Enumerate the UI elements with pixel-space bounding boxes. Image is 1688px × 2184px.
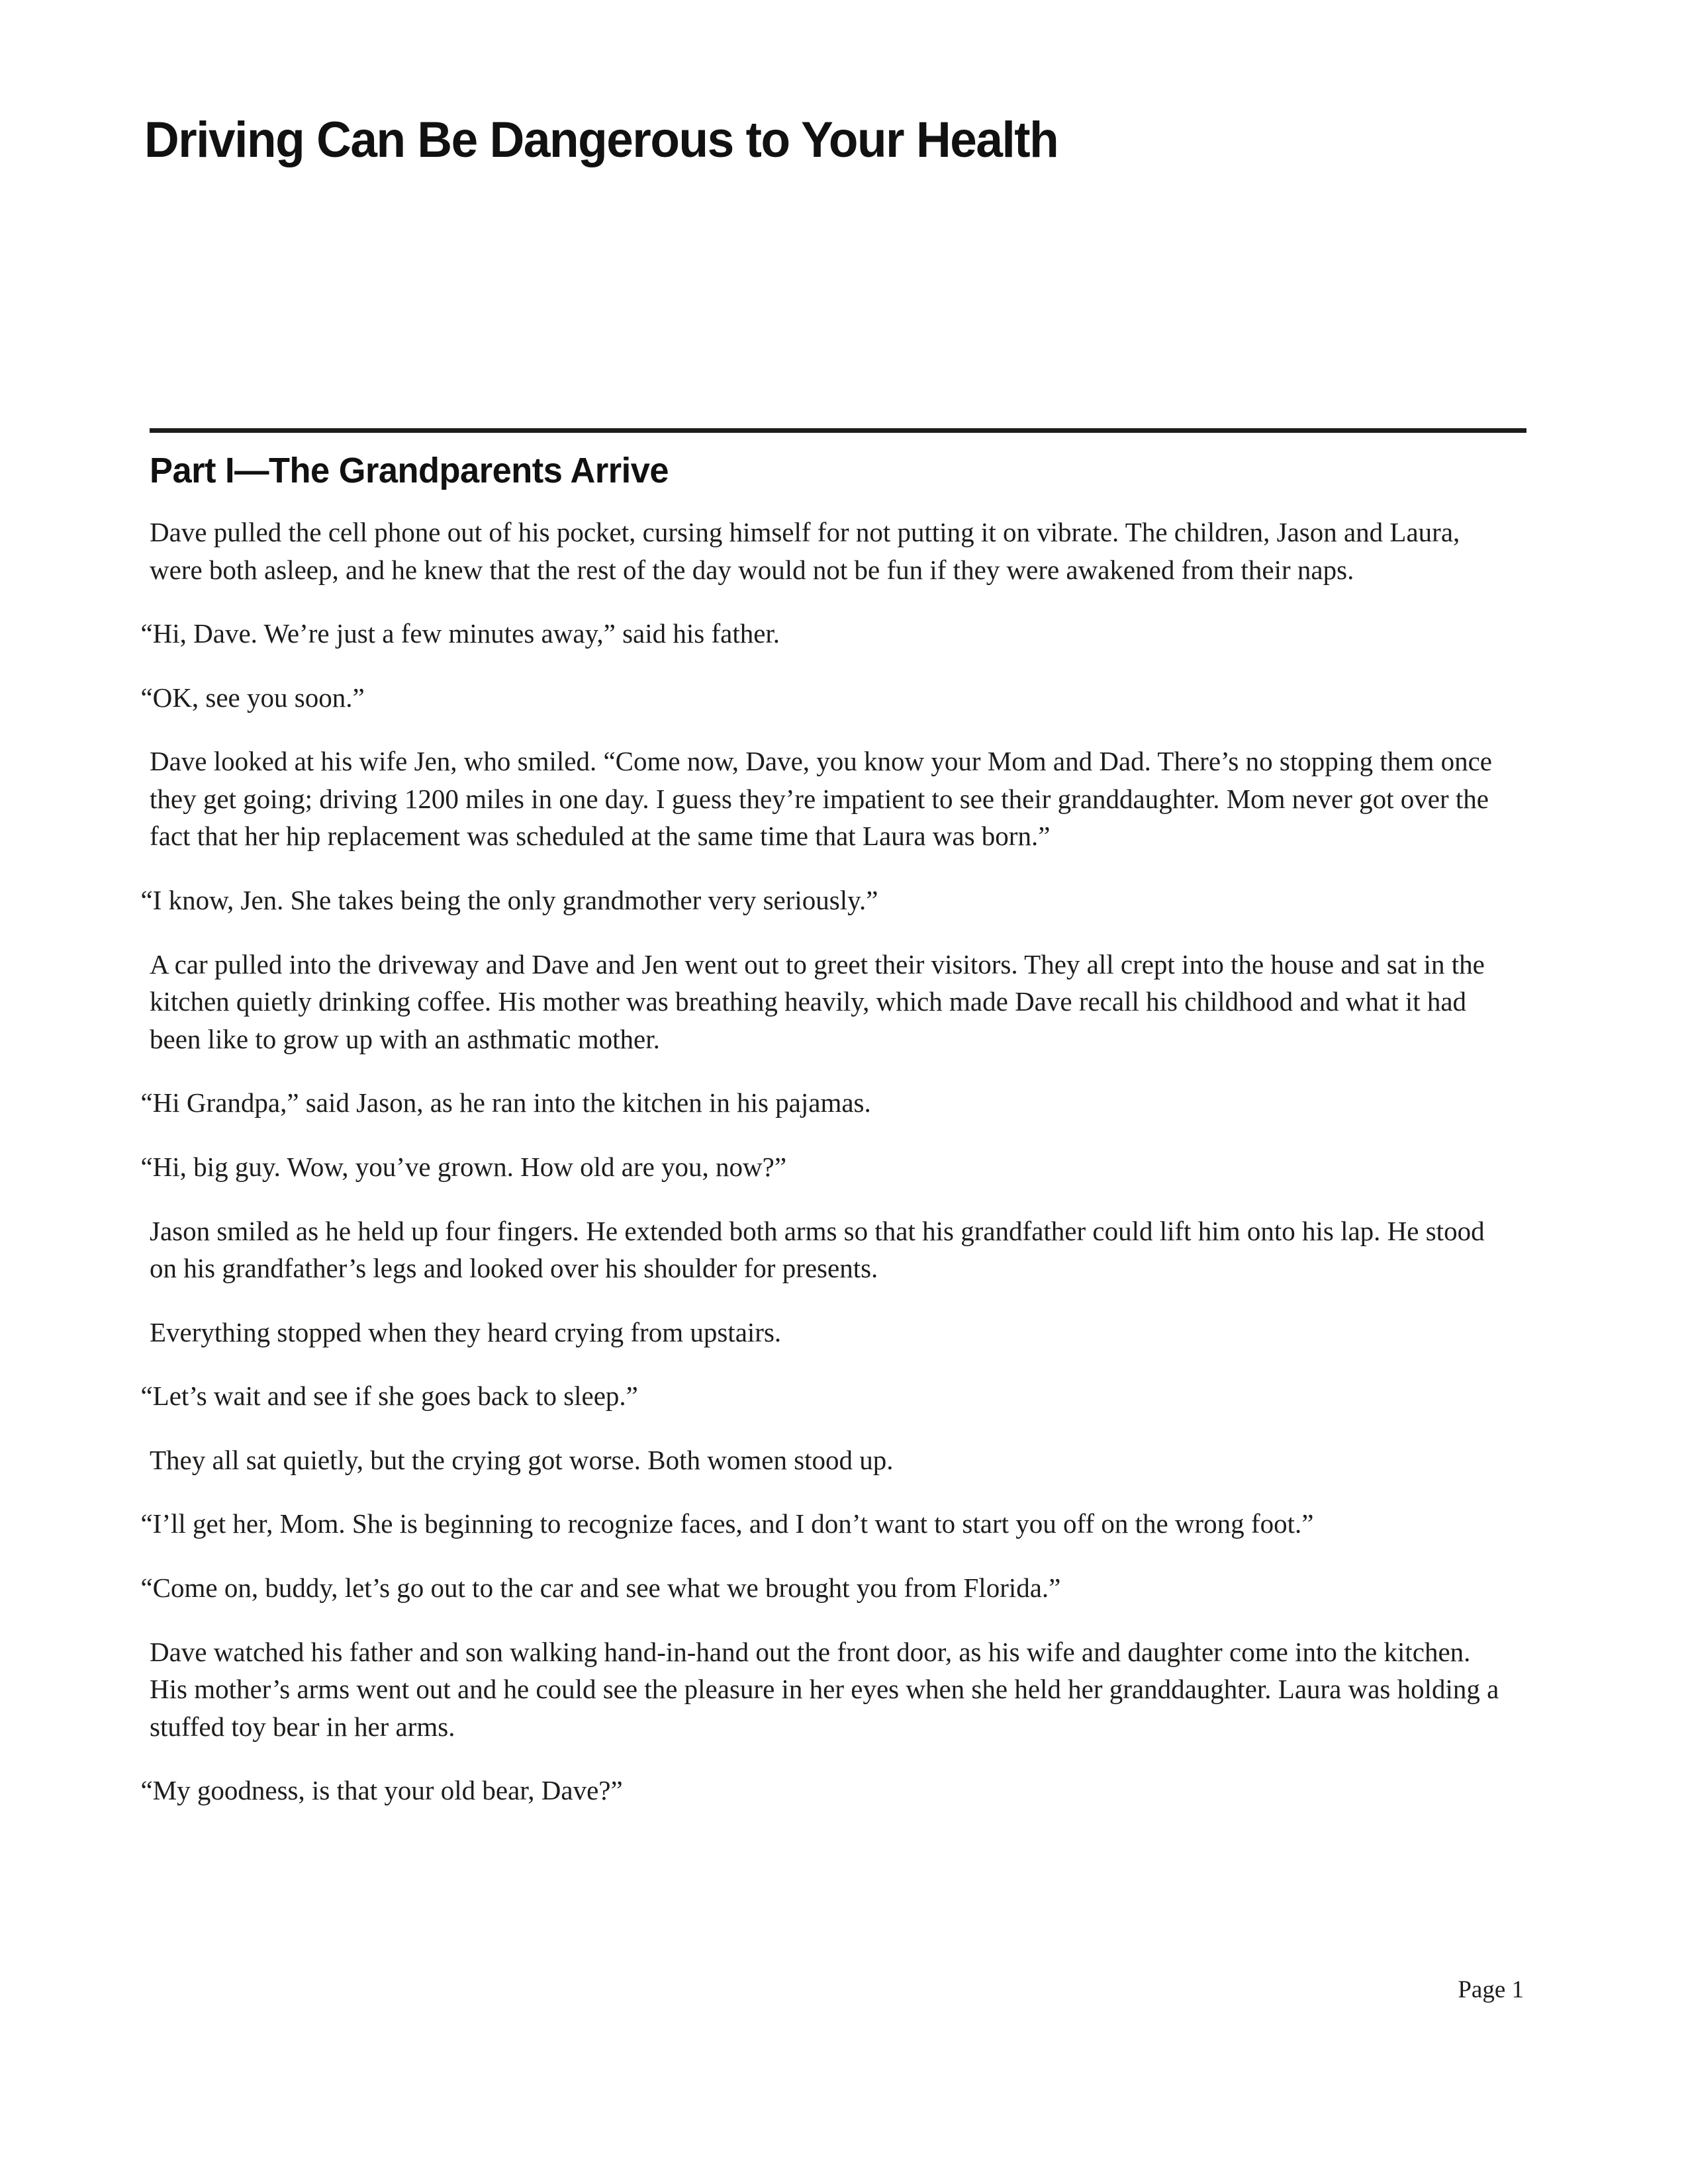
paragraph: “I’ll get her, Mom. She is beginning to recognize faces, and I don’t want to start you off on the wrong foot.” xyxy=(140,1508,1314,1539)
paragraph: Dave pulled the cell phone out of his pocket, cursing himself for not putting it on vibrate. The children, Jason and Laura, were both asleep, and he knew that the rest of the day would not be fun if they were awakened from their naps. xyxy=(150,517,1460,585)
paragraph: “My goodness, is that your old bear, Dave?” xyxy=(140,1775,623,1806)
paragraph: “Let’s wait and see if she goes back to sleep.” xyxy=(140,1381,638,1412)
paragraph: “Hi, Dave. We’re just a few minutes away,” said his father. xyxy=(140,618,780,649)
paragraph: They all sat quietly, but the crying got worse. Both women stood up. xyxy=(150,1444,894,1475)
section-divider-rule xyxy=(150,428,1526,433)
paragraph: “Come on, buddy, let’s go out to the car and see what we brought you from Florida.” xyxy=(140,1572,1061,1603)
story-body xyxy=(140,514,1513,1809)
paragraph: “Hi, big guy. Wow, you’ve grown. How old are you, now?” xyxy=(140,1151,787,1182)
paragraph: “OK, see you soon.” xyxy=(140,682,365,713)
paragraph: “I know, Jen. She takes being the only grandmother very seriously.” xyxy=(140,885,878,916)
paragraph: Dave watched his father and son walking hand-in-hand out the front door, as his wife and daughter come into the kitchen. His mother’s arms went out and he could see the pleasure in her eyes when she held her granddaughter. Laura was holding a stuffed toy bear in her arms. xyxy=(150,1636,1499,1742)
paragraph: “Hi Grandpa,” said Jason, as he ran into the kitchen in his pajamas. xyxy=(140,1087,871,1118)
section-heading: Part I—The Grandparents Arrive xyxy=(150,451,669,490)
paragraph: Dave looked at his wife Jen, who smiled. “Come now, Dave, you know your Mom and Dad. There’s no stopping them once they get going; driving 1200 miles in one day. I guess they’re impatient to see their granddaughter. Mom never got over the fact that her hip replacement was scheduled at the same time that Laura was born.” xyxy=(150,746,1492,852)
page-number: Page 1 xyxy=(1458,1976,1524,2003)
paragraph: Jason smiled as he held up four fingers. He extended both arms so that his grandfather could lift him onto his lap. He stood on his grandfather’s legs and looked over his shoulder for presents. xyxy=(150,1215,1485,1284)
paragraph: Everything stopped when they heard crying from upstairs. xyxy=(150,1316,782,1347)
paragraph: A car pulled into the driveway and Dave and Jen went out to greet their visitors. They all crept into the house and sat in the kitchen quietly drinking coffee. His mother was breathing heavily, which made Dave recall his childhood and what it had been like to grow up with an asthmatic mother. xyxy=(150,948,1485,1054)
document-title: Driving Can Be Dangerous to Your Health xyxy=(144,112,1058,168)
